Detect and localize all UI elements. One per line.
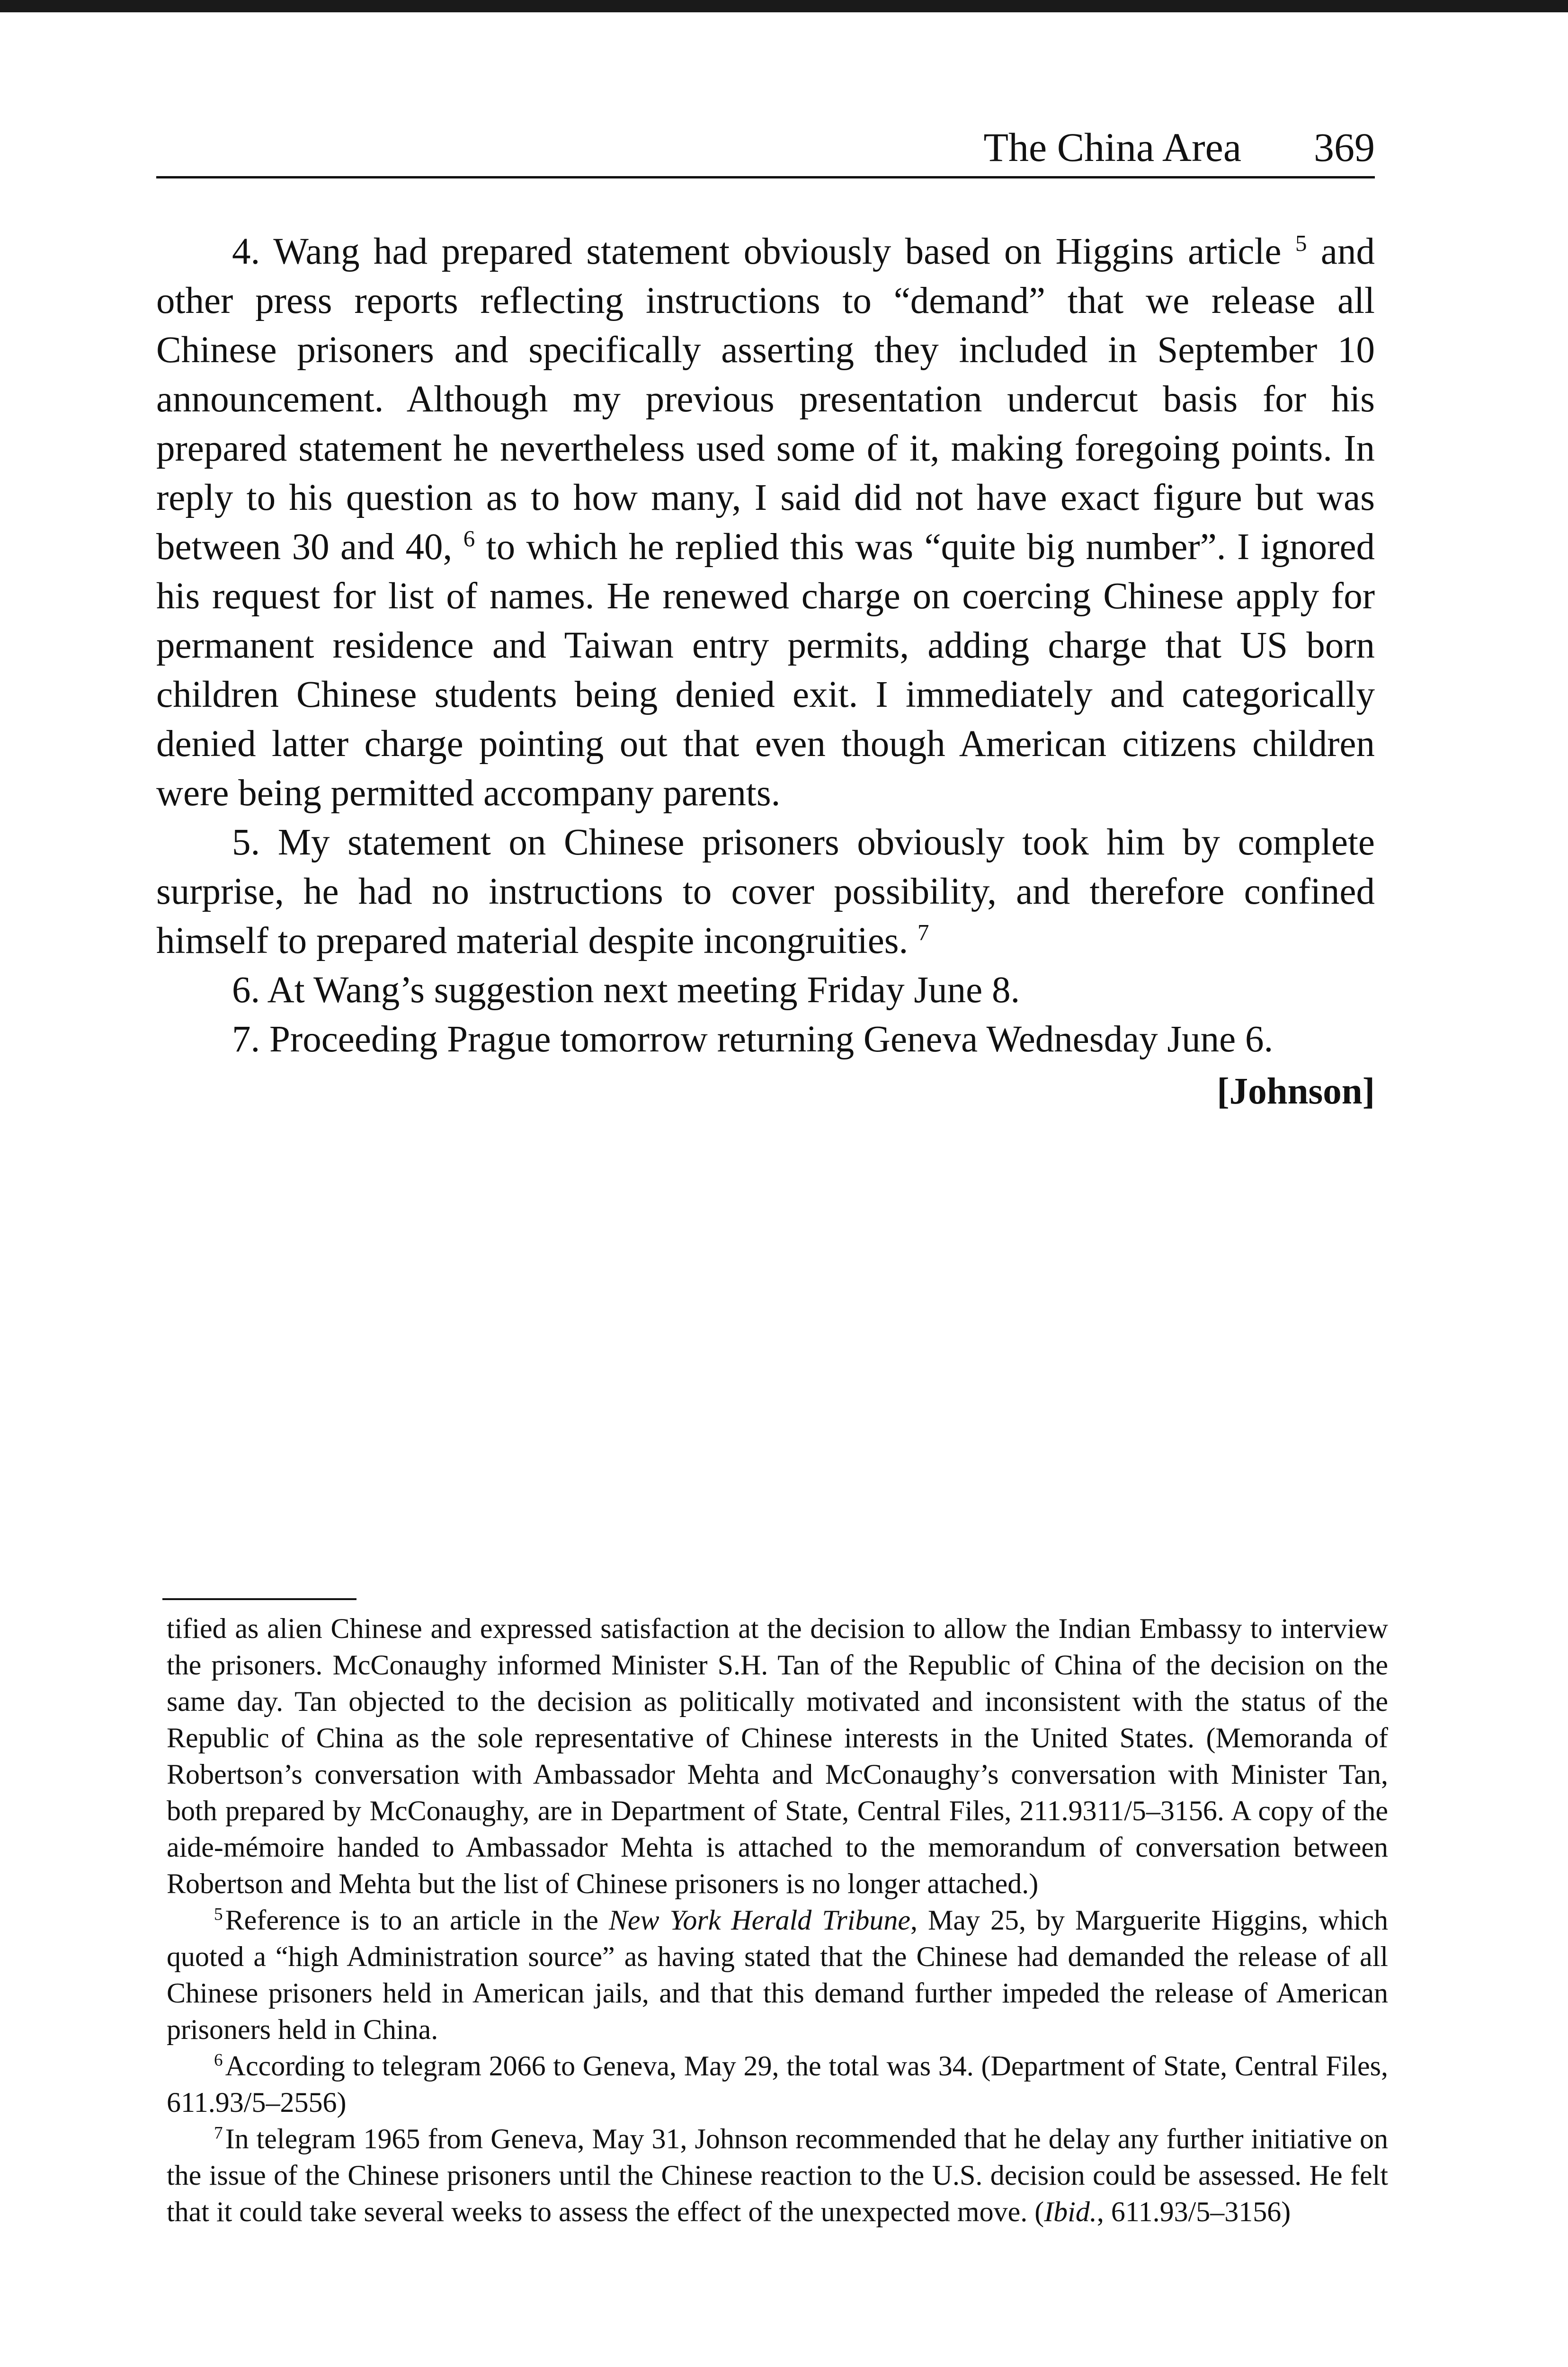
header-rule: [156, 176, 1375, 178]
footnote-mark-5: 5: [214, 1904, 223, 1924]
ibid: Ibid.: [1044, 2196, 1097, 2227]
footnote-ref-7: 7: [918, 919, 929, 946]
paragraph-4: 4. Wang had prepared statement obviously based on Higgins article $^5$ and other press reports reflecting instructions to “demand” that we release all Chinese prisoners and specifically asserting they included in September 10 announcement. Although my previous presentation undercut basis for his prepared statement he nevertheless used some of it, making foregoing points. In reply to his question as to how many, I said did not have exact figure but was between 30 and 40, $^6$ to which he replied this was “quite big number”. I ignored his request for list of names. He renewed charge on coercing Chinese apply for permanent residence and Taiwan entry permits, adding charge that US born children Chinese students being denied exit. I immediately and categorically denied latter charge pointing out that even though American citizens children were being permitted accompany parents.: [156, 230, 1375, 814]
paragraph-7: 7. Proceeding Prague tomorrow returning Geneva Wednesday June 6.: [232, 1019, 1274, 1060]
running-header-title: The China Area: [983, 125, 1241, 170]
footnote-7: $^7$ In telegram 1965 from Geneva, May 31, Johnson recommended that he delay any further initiative on the issue of the Chinese prisoners until the Chinese reaction to the U.S. decision could be assessed. He felt that it could take several weeks to assess the effect of the unexpected move. (Ibid., 611.93/5–3156): [167, 2123, 1388, 2227]
scan-top-edge: [0, 0, 1568, 12]
paragraph-6: 6. At Wang’s suggestion next meeting Friday June 8.: [232, 970, 1020, 1011]
footnote-mark-7: 7: [214, 2123, 223, 2143]
footnote-mark-6: 6: [214, 2050, 223, 2070]
page-number: 369: [1314, 125, 1375, 170]
footnotes: [167, 1611, 1388, 2230]
footnote-5: $^5$ Reference is to an article in the New York Herald Tribune, May 25, by Marguerite Higgins, which quoted a “high Administration source” as having stated that the Chinese had demanded the release of all Chinese prisoners held in American jails, and that this demand further impeded the release of American prisoners held in China.: [167, 1904, 1389, 2045]
body-text: [156, 227, 1375, 1116]
newspaper-title: New York Herald Tribune: [608, 1904, 911, 1936]
footnote-continued: tified as alien Chinese and expressed satisfaction at the decision to allow the Indian Embassy to interview the prisoners. McConaughy informed Minister S.H. Tan of the Republic of China of the decision on the same day. Tan objected to the decision as politically motivated and inconsistent with the status of the Republic of China as the sole representative of Chinese interests in the United States. (Memoranda of Robertson’s conversation with Ambassador Mehta and McConaughy’s conversation with Minister Tan, both prepared by McConaughy, are in Department of State, Central Files, 211.9311/5–3156. A copy of the aide-mémoire handed to Ambassador Mehta is attached to the memorandum of conversation between Robertson and Mehta but the list of Chinese prisoners is no longer attached.): [167, 1613, 1388, 1899]
footnote-rule: [162, 1598, 356, 1600]
signature: [Johnson]: [1217, 1071, 1375, 1112]
footnote-6: $^6$ According to telegram 2066 to Geneva, May 29, the total was 34. (Department of State, Central Files, 611.93/5–2556): [167, 2050, 1388, 2118]
running-header: [156, 124, 1375, 171]
footnote-ref-5: 5: [1295, 230, 1307, 257]
footnote-ref-6: 6: [463, 525, 475, 552]
paragraph-5: 5. My statement on Chinese prisoners obviously took him by complete surprise, he had no instructions to cover possibility, and therefore confined himself to prepared material despite incongruities. $^7$: [156, 822, 1375, 961]
